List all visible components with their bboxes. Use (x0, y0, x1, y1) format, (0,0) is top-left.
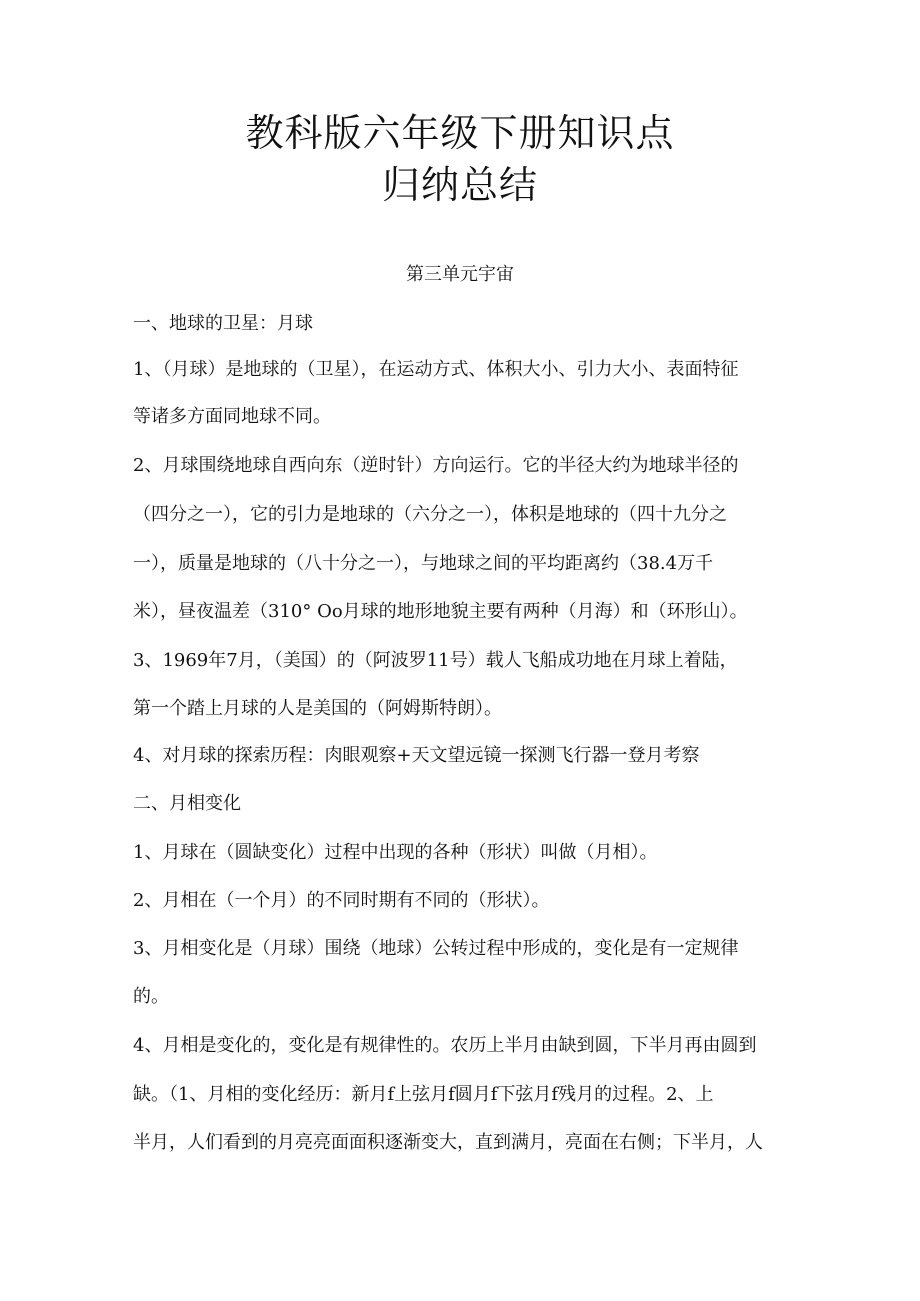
document-title-line-2: 归纳总结 (381, 163, 538, 207)
paragraph-line: 等诸多方面同地球不同。 (133, 406, 331, 427)
paragraph-line: 2、月球围绕地球自西向东（逆时针）方向运行。它的半径大约为地球半径的 (133, 455, 739, 476)
unit-heading: 第三单元宇宙 (406, 264, 514, 285)
document-title-line-1: 教科版六年级下册知识点 (245, 111, 675, 155)
paragraph-line: 的。 (133, 986, 169, 1007)
paragraph-line: （四分之一），它的引力是地球的（六分之一），体积是地球的（四十九分之 (133, 504, 727, 525)
paragraph-line: 1、月球在（圆缺变化）过程中出现的各种（形状）叫做（月相）。 (133, 842, 658, 863)
section-heading-moon: 一、地球的卫星：月球 (133, 313, 313, 334)
paragraph-line: 4、对月球的探索历程：肉眼观察+天文望远镜一探测飞行器一登月考察 (133, 745, 700, 766)
paragraph-line: 1、（月球）是地球的（卫星），在运动方式、体积大小、引力大小、表面特征 (133, 359, 739, 380)
paragraph-line: 缺。（1、月相的变化经历：新月f上弦月f圆月f下弦月f残月的过程。2、上 (133, 1084, 714, 1105)
paragraph-line: 一），质量是地球的（八十分之一），与地球之间的平均距离约（38.4万千 (133, 553, 714, 574)
paragraph-line: 3、1969年7月，（美国）的（阿波罗11号）载人飞船成功地在月球上着陆， (133, 650, 738, 671)
section-heading-moon-phases: 二、月相变化 (133, 793, 241, 814)
paragraph-line: 2、月相在（一个月）的不同时期有不同的（形状）。 (133, 890, 550, 911)
paragraph-line: 第一个踏上月球的人是美国的（阿姆斯特朗）。 (133, 698, 502, 719)
paragraph-line: 3、月相变化是（月球）围绕（地球）公转过程中形成的，变化是有一定规律 (133, 938, 739, 959)
paragraph-line: 米），昼夜温差（310° Oo月球的地形地貌主要有两种（月海）和（环形山）。 (133, 601, 748, 622)
paragraph-line: 4、月相是变化的，变化是有规律性的。农历上半月由缺到圆，下半月再由圆到 (133, 1035, 757, 1056)
paragraph-line: 半月，人们看到的月亮亮面面积逐渐变大，直到满月，亮面在右侧；下半月，人 (133, 1132, 763, 1153)
